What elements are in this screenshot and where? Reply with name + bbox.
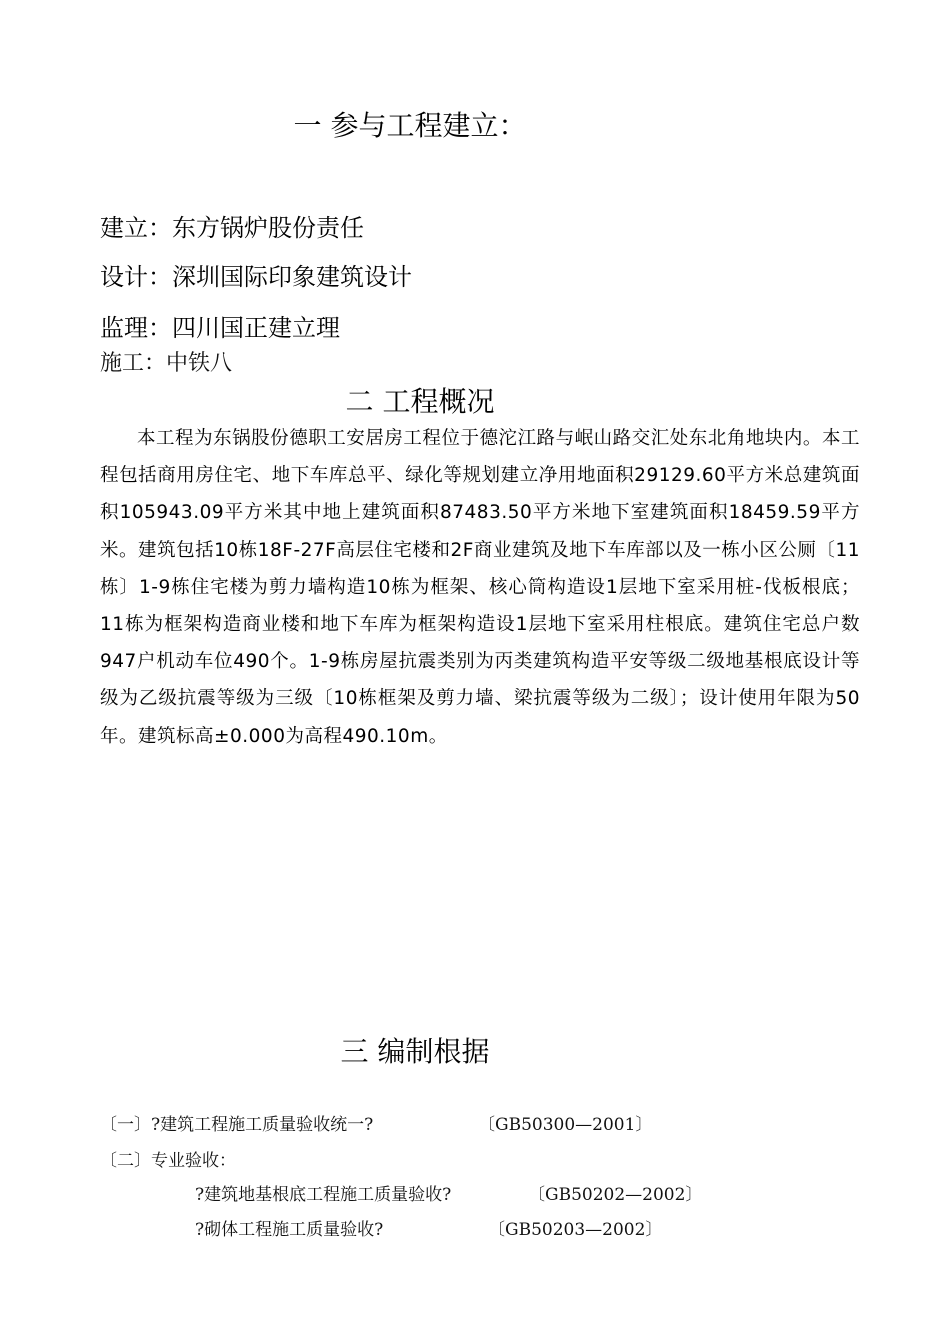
basis-item-4-code: 〔GB50203—2002〕 (488, 1220, 663, 1240)
section-3-title: 三 编制根据 (340, 1035, 490, 1068)
basis-item-3-code: 〔GB50202—2002〕 (528, 1185, 703, 1205)
section-1-title: 一 参与工程建立： (293, 109, 527, 142)
basis-item-2-name: 〔二〕专业验收： (100, 1151, 236, 1171)
project-overview-paragraph: 本工程为东锅股份德职工安居房工程位于德沱江路与岷山路交汇处东北角地块内。本工程包括商用房住宅、地下车库总平、绿化等规划建立净用地面积29129.60平方米总建筑面积105943.09平方米其中地上建筑面积87483.50平方米地下室建筑面积18459.59平方米。建筑包括10栋18F-27F高层住宅楼和2F商业建筑及地下车库部以及一栋小区公厕〔11栋〕1-9栋住宅楼为剪力墙构造10栋为框架、核心筒构造设1层地下室采用桩-伐板根底；11栋为框架构造商业楼和地下车库为框架构造设1层地下室采用柱根底。建筑住宅总户数947户机动车位490个。1-9栋房屋抗震类别为丙类建筑构造平安等级二级地基根底设计等级为乙级抗震等级为三级〔10栋框架及剪力墙、梁抗震等级为二级〕；设计使用年限为50年。建筑标高±0.000为高程490.10m。 (100, 428, 860, 747)
designer-line: 设计：深圳国际印象建筑设计 (100, 263, 412, 291)
basis-item-4-name: ?砌体工程施工质量验收? (195, 1220, 384, 1240)
basis-item-1-code: 〔GB50300—2001〕 (478, 1115, 653, 1135)
basis-item-1-name: 〔一〕?建筑工程施工质量验收统一? (100, 1115, 374, 1135)
developer-line: 建立：东方锅炉股份责任 (100, 214, 364, 242)
basis-item-3-name: ?建筑地基根底工程施工质量验收? (195, 1185, 452, 1205)
supervisor-line: 监理：四川国正建立理 (100, 314, 340, 342)
section-2-title: 二 工程概况 (345, 385, 495, 418)
contractor-line: 施工：中铁八 (100, 351, 233, 376)
